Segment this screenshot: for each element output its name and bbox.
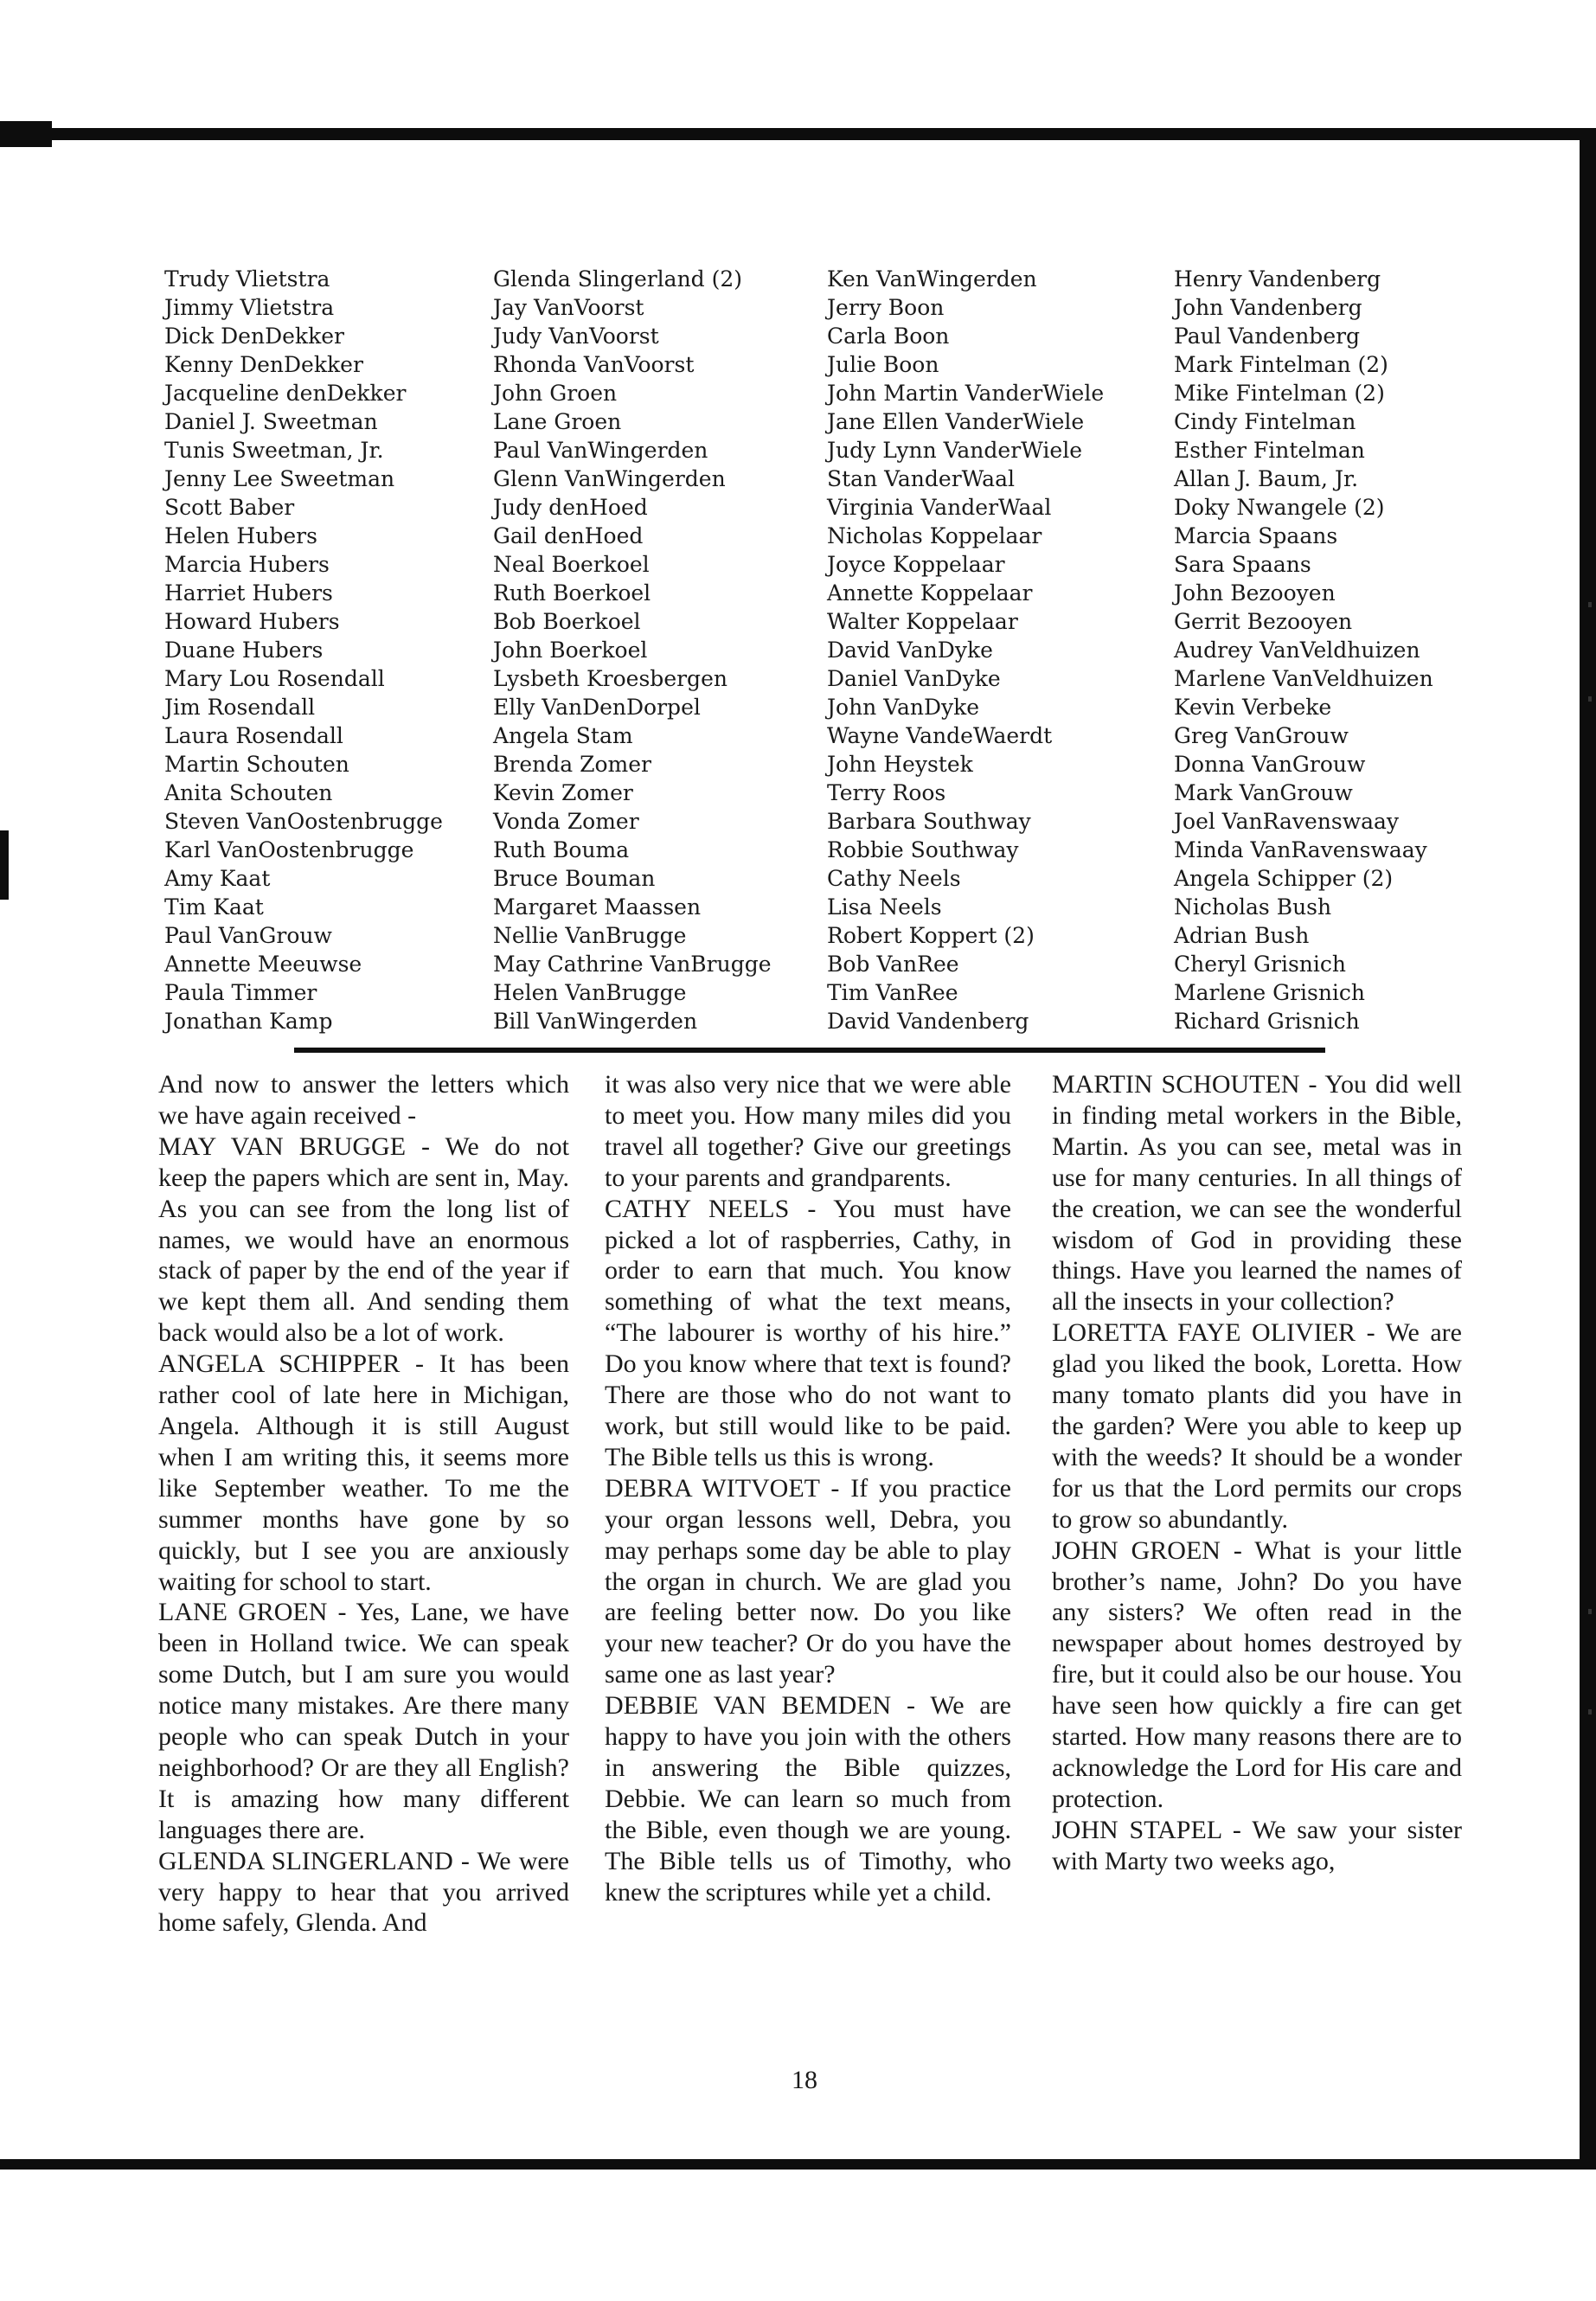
name-list-column-2 [493, 265, 772, 1035]
name-entry: Esther Fintelman [1174, 438, 1365, 463]
name-entry: Virginia VanderWaal [827, 495, 1052, 520]
name-entry: Cindy Fintelman [1174, 409, 1356, 434]
name-entry: Nicholas Bush [1174, 894, 1332, 920]
name-entry: Bob VanRee [827, 952, 959, 977]
name-entry: Amy Kaat [164, 866, 271, 891]
letter-paragraph: DEBBIE VAN BEMDEN - We are happy to have you join with the others in answering the Bible quizzes, Debbie. We can learn so much from the Bible, even though we are young. The Bible tells us of Timothy, who knew the scriptures while yet a child. [605, 1691, 1011, 1907]
scan-mark-left [0, 830, 9, 900]
scan-speck [1588, 696, 1592, 702]
name-entry: John Heystek [827, 752, 973, 777]
section-divider [294, 1048, 1325, 1053]
name-entry: Bill VanWingerden [493, 1009, 698, 1034]
name-entry: Kevin Zomer [493, 780, 633, 805]
page-number: 18 [792, 2066, 817, 2094]
name-entry: Lysbeth Kroesbergen [493, 666, 727, 691]
name-entry: John Boerkoel [493, 638, 648, 663]
name-list-column-4 [1174, 265, 1433, 1035]
name-entry: Rhonda VanVoorst [493, 352, 695, 377]
name-entry: Steven VanOostenbrugge [164, 809, 443, 834]
letters-column-1 [158, 1069, 569, 1939]
name-entry: Angela Schipper (2) [1174, 866, 1394, 891]
name-entry: David VanDyke [827, 638, 993, 663]
name-entry: Neal Boerkoel [493, 552, 650, 577]
letter-paragraph: GLENDA SLINGERLAND - We were very happy to hear that you arrived home safely, Glenda. And [158, 1846, 569, 1938]
letter-paragraph: MAY VAN BRUGGE - We do not keep the papers which are sent in, May. As you can see from the long list of names, we would have an enormous stack of paper by the end of the year if we kept them all. And sending them back would also be a lot of work. [158, 1131, 569, 1348]
letter-paragraph: DEBRA WITVOET - If you practice your organ lessons well, Debra, you may perhaps some day be able to play the organ in church. We are glad you are feeling better now. Do you like your new teacher? Or do you have the same one as last year? [605, 1473, 1011, 1689]
name-entry: Kenny DenDekker [164, 352, 363, 377]
name-entry: Ken VanWingerden [827, 266, 1037, 292]
name-entry: Julie Boon [827, 352, 939, 377]
name-list-column-1 [164, 265, 443, 1035]
name-entry: Helen Hubers [164, 523, 317, 548]
name-entry: Jim Rosendall [164, 695, 316, 720]
letter-paragraph: JOHN GROEN - What is your little brother’s name, John? Do you have any sisters? We often read in the newspaper about homes destroyed by fire, but it could also be our house. You have seen how quickly a fire can get started. How many reasons there are to acknowledge the Lord for His care and protection. [1052, 1535, 1462, 1813]
name-entry: Audrey VanVeldhuizen [1174, 638, 1420, 663]
scan-border-right [1580, 128, 1596, 2170]
scan-speck [1588, 602, 1592, 607]
name-entry: Karl VanOostenbrugge [164, 837, 414, 862]
name-list-column-3 [827, 265, 1104, 1035]
name-entry: Bob Boerkoel [493, 609, 641, 634]
name-entry: Marcia Hubers [164, 552, 330, 577]
name-entry: Margaret Maassen [493, 894, 702, 920]
name-entry: Duane Hubers [164, 638, 324, 663]
name-entry: Mike Fintelman (2) [1174, 381, 1385, 406]
name-entry: Mary Lou Rosendall [164, 666, 385, 691]
scan-border-top [0, 128, 1596, 140]
name-entry: Elly VanDenDorpel [493, 695, 701, 720]
name-entry: Daniel J. Sweetman [164, 409, 378, 434]
letter-paragraph: CATHY NEELS - You must have picked a lot of raspberries, Cathy, in order to earn that much. You know something of what the text means, “The labourer is worthy of his hire.” Do you know where that text is found? There are those who do not want to work, but still would like to be paid. The Bible tells us this is wrong. [605, 1194, 1011, 1471]
name-entry: Carla Boon [827, 324, 950, 349]
scan-speck [1588, 1709, 1592, 1715]
name-entry: Adrian Bush [1174, 923, 1310, 948]
name-entry: Barbara Southway [827, 809, 1031, 834]
name-entry: Jonathan Kamp [164, 1009, 333, 1034]
name-entry: Cathy Neels [827, 866, 961, 891]
scan-border-bottom [0, 2159, 1596, 2170]
name-entry: Allan J. Baum, Jr. [1174, 466, 1359, 491]
name-entry: Joel VanRavenswaay [1174, 809, 1400, 834]
name-entry: Brenda Zomer [493, 752, 651, 777]
name-entry: Laura Rosendall [164, 723, 343, 748]
name-entry: Martin Schouten [164, 752, 349, 777]
name-entry: John Martin VanderWiele [827, 381, 1105, 406]
name-entry: Bruce Bouman [493, 866, 656, 891]
name-entry: Annette Koppelaar [827, 580, 1033, 606]
name-entry: Jimmy Vlietstra [164, 295, 335, 320]
name-entry: Jane Ellen VanderWiele [827, 409, 1085, 434]
name-entry: Robbie Southway [827, 837, 1019, 862]
name-entry: John VanDyke [827, 695, 980, 720]
name-entry: Mark Fintelman (2) [1174, 352, 1388, 377]
name-entry: Dick DenDekker [164, 324, 344, 349]
name-entry: Paul Vandenberg [1174, 324, 1361, 349]
name-entry: Scott Baber [164, 495, 295, 520]
name-entry: Daniel VanDyke [827, 666, 1001, 691]
name-entry: Donna VanGrouw [1174, 752, 1366, 777]
letter-paragraph: LORETTA FAYE OLIVIER - We are glad you liked the book, Loretta. How many tomato plants did you have in the garden? Were you able to keep up with the weeds? It should be a wonder for us that the Lord permits our crops to grow so abundantly. [1052, 1318, 1462, 1534]
letters-column-3 [1052, 1069, 1462, 1877]
name-entry: Stan VanderWaal [827, 466, 1015, 491]
name-entry: Walter Koppelaar [827, 609, 1018, 634]
name-entry: Richard Grisnich [1174, 1009, 1360, 1034]
name-entry: Judy VanVoorst [493, 324, 659, 349]
name-entry: Paul VanGrouw [164, 923, 332, 948]
name-entry: Angela Stam [493, 723, 633, 748]
name-entry: Ruth Boerkoel [493, 580, 651, 606]
name-entry: Henry Vandenberg [1174, 266, 1381, 292]
name-entry: Tim Kaat [164, 894, 264, 920]
name-entry: Judy Lynn VanderWiele [827, 438, 1082, 463]
name-entry: Kevin Verbeke [1174, 695, 1332, 720]
name-entry: May Cathrine VanBrugge [493, 952, 772, 977]
name-entry: David Vandenberg [827, 1009, 1029, 1034]
name-entry: Robert Koppert (2) [827, 923, 1035, 948]
name-entry: Paul VanWingerden [493, 438, 708, 463]
letter-paragraph: LANE GROEN - Yes, Lane, we have been in Holland twice. We can speak some Dutch, but I am sure you would notice many mistakes. Are there many people who can speak Dutch in your neighborhood? Or are they all English? It is amazing how many different languages there are. [158, 1598, 569, 1844]
name-entry: Marlene Grisnich [1174, 980, 1366, 1005]
name-entry: Harriet Hubers [164, 580, 333, 606]
name-entry: Annette Meeuwse [164, 952, 362, 977]
name-entry: Gerrit Bezooyen [1174, 609, 1353, 634]
name-entry: John Groen [493, 381, 618, 406]
name-entry: Marcia Spaans [1174, 523, 1338, 548]
name-entry: Trudy Vlietstra [164, 266, 330, 292]
name-entry: Ruth Bouma [493, 837, 630, 862]
name-entry: Joyce Koppelaar [827, 552, 1005, 577]
name-entry: Paula Timmer [164, 980, 317, 1005]
name-entry: Minda VanRavenswaay [1174, 837, 1427, 862]
name-entry: Gail denHoed [493, 523, 644, 548]
name-entry: Lisa Neels [827, 894, 942, 920]
name-entry: Lane Groen [493, 409, 622, 434]
letter-paragraph: MARTIN SCHOUTEN - You did well in finding metal workers in the Bible, Martin. As you can see, metal was in use for many centuries. In all things of the creation, we can see the wonderful wisdom of God in providing these things. Have you learned the names of all the insects in your collection? [1052, 1070, 1462, 1317]
letter-paragraph: ANGELA SCHIPPER - It has been rather cool of late here in Michigan, Angela. Although it is still August when I am writing this, it seems more like September weather. To me the summer months have gone by so quickly, but I see you are anxiously waiting for school to start. [158, 1349, 569, 1596]
name-entry: Nellie VanBrugge [493, 923, 687, 948]
name-entry: Vonda Zomer [493, 809, 639, 834]
name-entry: Howard Hubers [164, 609, 340, 634]
name-entry: Glenn VanWingerden [493, 466, 726, 491]
name-entry: John Vandenberg [1174, 295, 1362, 320]
name-entry: Glenda Slingerland (2) [493, 266, 743, 292]
letter-paragraph: JOHN STAPEL - We saw your sister with Marty two weeks ago, [1052, 1815, 1462, 1875]
name-entry: Cheryl Grisnich [1174, 952, 1346, 977]
letters-column-2 [605, 1069, 1011, 1907]
name-entry: Tunis Sweetman, Jr. [164, 438, 384, 463]
name-entry: Helen VanBrugge [493, 980, 687, 1005]
name-entry: Terry Roos [827, 780, 946, 805]
name-entry: Doky Nwangele (2) [1174, 495, 1385, 520]
name-entry: Jay VanVoorst [493, 295, 644, 320]
name-entry: Anita Schouten [164, 780, 333, 805]
name-entry: Tim VanRee [827, 980, 958, 1005]
name-entry: Judy denHoed [493, 495, 648, 520]
scan-speck [1588, 1609, 1592, 1614]
name-entry: Jacqueline denDekker [164, 381, 407, 406]
name-entry: Jerry Boon [827, 295, 945, 320]
name-entry: Marlene VanVeldhuizen [1174, 666, 1433, 691]
name-entry: Jenny Lee Sweetman [164, 466, 395, 491]
name-entry: John Bezooyen [1174, 580, 1336, 606]
letter-paragraph: And now to answer the letters which we have again received - [158, 1070, 569, 1130]
name-entry: Sara Spaans [1174, 552, 1311, 577]
letter-paragraph: it was also very nice that we were able to meet you. How many miles did you travel all together? Give our greetings to your parents and grandparents. [605, 1070, 1011, 1192]
name-entry: Wayne VandeWaerdt [827, 723, 1053, 748]
name-entry: Greg VanGrouw [1174, 723, 1349, 748]
name-entry: Mark VanGrouw [1174, 780, 1353, 805]
name-entry: Nicholas Koppelaar [827, 523, 1042, 548]
